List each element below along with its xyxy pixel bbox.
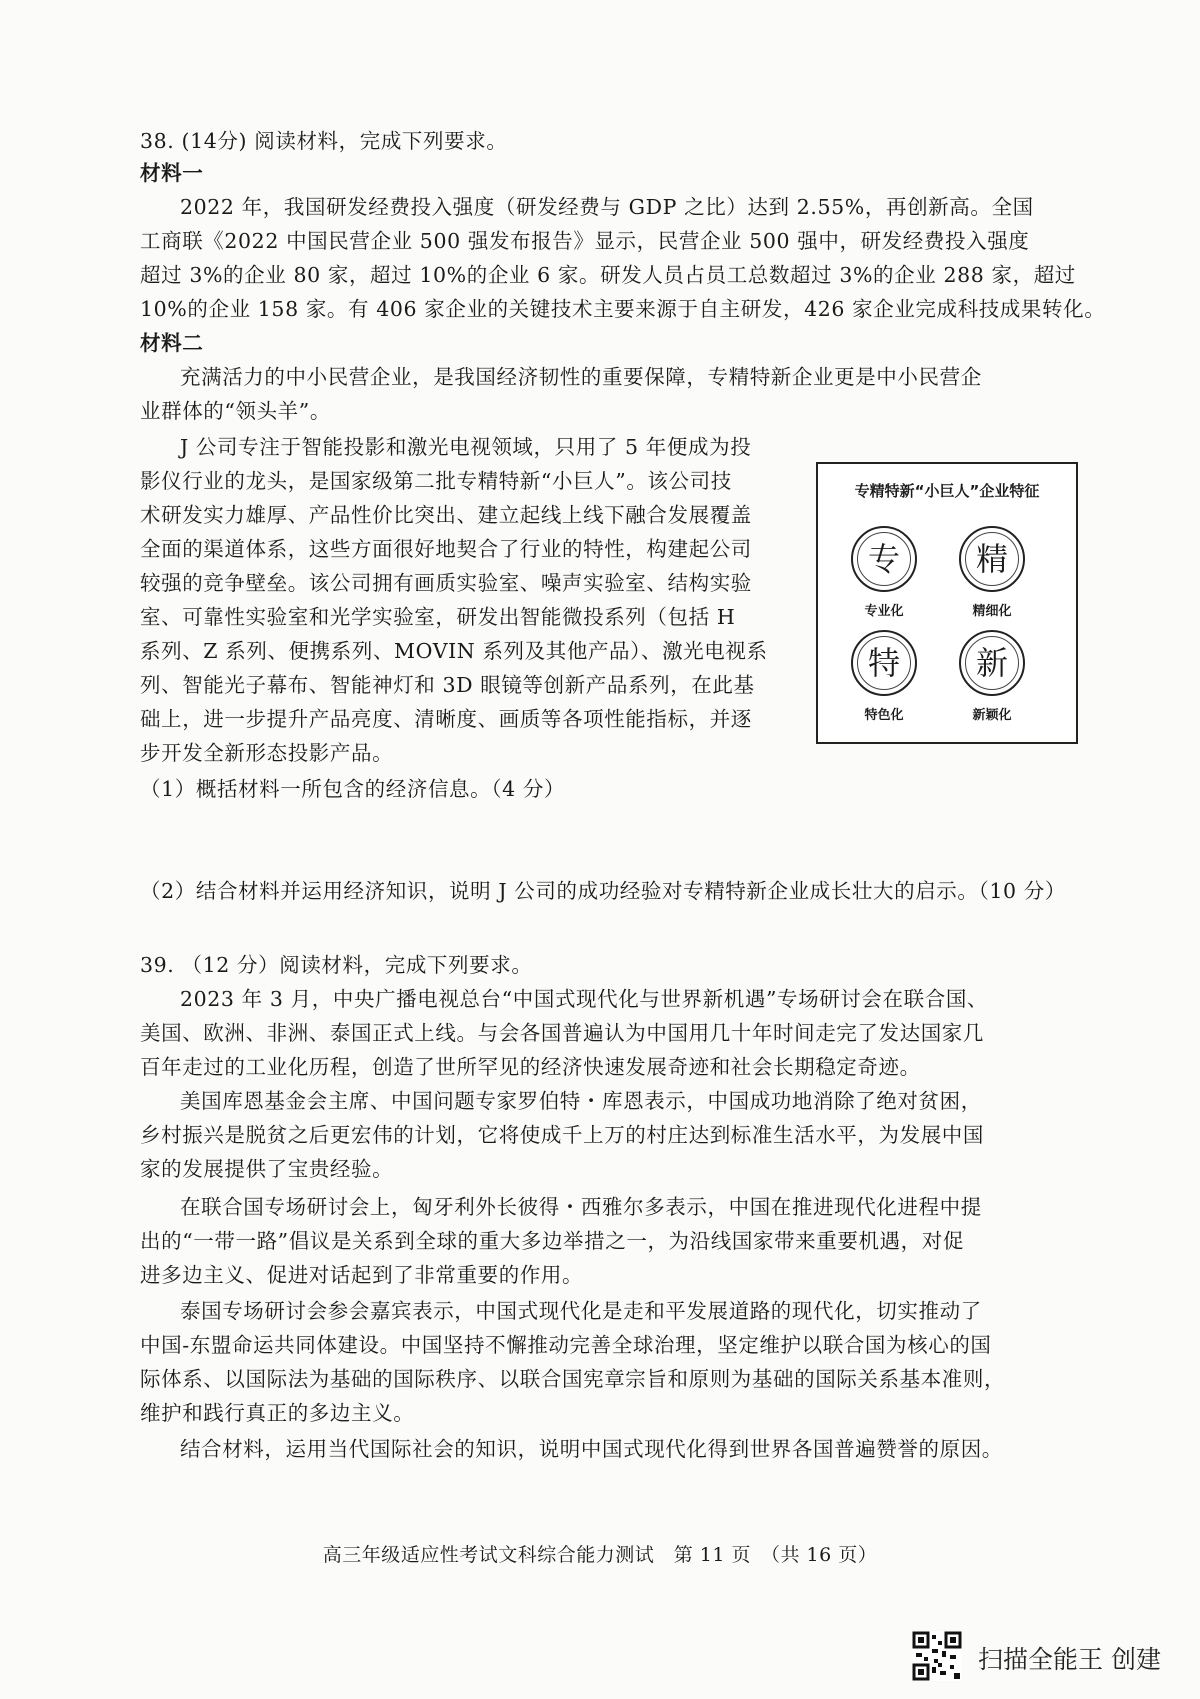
j-company-line: 步开发全新形态投影产品。: [140, 741, 394, 765]
q39-line: 美国库恩基金会主席、中国问题专家罗伯特・库恩表示，中国成功地消除了绝对贫困，: [180, 1089, 982, 1113]
q39-question: 结合材料，运用当代国际社会的知识，说明中国式现代化得到世界各国普遍赞誉的原因。: [180, 1437, 1003, 1461]
q39-line: 出的“一带一路”倡议是关系到全球的重大多边举措之一，为沿线国家带来重要机遇，对促: [140, 1229, 964, 1253]
q38-header: 38. (14分) 阅读材料，完成下列要求。: [140, 129, 508, 153]
j-company-line: 较强的竞争壁垒。该公司拥有画质实验室、噪声实验室、结构实验: [140, 571, 752, 595]
j-company-line: 列、智能光子幕布、智能神灯和 3D 眼镜等创新产品系列，在此基: [140, 673, 755, 697]
te-circle-icon: 特: [851, 630, 917, 696]
material-1-line: 2022 年，我国研发经费投入强度（研发经费与 GDP 之比）达到 2.55%，再创新高。全国: [180, 195, 1034, 219]
j-company-line: 术研发实力雄厚、产品性价比突出、建立起线上线下融合发展覆盖: [140, 503, 752, 527]
j-company-line: 础上，进一步提升产品亮度、清晰度、画质等各项性能指标，并逐: [140, 707, 752, 731]
material-1-line: 10%的企业 158 家。有 406 家企业的关键技术主要来源于自主研发，426 家企业完成科技成果转化。: [140, 297, 1106, 321]
j-company-line: 室、可靠性实验室和光学实验室，研发出智能微投系列（包括 H: [140, 605, 736, 629]
q39-line: 进多边主义、促进对话起到了非常重要的作用。: [140, 1263, 584, 1287]
q39-line: 美国、欧洲、非洲、泰国正式上线。与会各国普遍认为中国用几十年时间走完了发达国家几: [140, 1021, 984, 1045]
xin-circle-icon: 新: [959, 630, 1025, 696]
q39-header: 39. （12 分）阅读材料，完成下列要求。: [140, 953, 533, 977]
q39-line: 际体系、以国际法为基础的国际秩序、以联合国宪章宗旨和原则为基础的国际关系基本准则，: [140, 1367, 1006, 1391]
qr-code-icon: [912, 1631, 962, 1681]
q39-line: 泰国专场研讨会参会嘉宾表示，中国式现代化是走和平发展道路的现代化，切实推动了: [180, 1299, 982, 1323]
material-2-line: 充满活力的中小民营企业，是我国经济韧性的重要保障，专精特新企业更是中小民营企: [180, 365, 982, 389]
scanner-watermark: 扫描全能王 创建: [978, 1645, 1161, 1674]
question-38-2: （2）结合材料并运用经济知识，说明 J 公司的成功经验对专精特新企业成长壮大的启示。（10 分）: [140, 879, 1066, 903]
q39-line: 维护和践行真正的多边主义。: [140, 1401, 415, 1425]
q39-line: 2023 年 3 月，中央广播电视总台“中国式现代化与世界新机遇”专场研讨会在联合国、: [180, 987, 989, 1011]
material-2-title: 材料二: [140, 331, 204, 355]
j-company-line: 全面的渠道体系，这些方面很好地契合了行业的特性，构建起公司: [140, 537, 752, 561]
feature-box-title: 专精特新“小巨人”企业特征: [854, 482, 1040, 500]
q39-line: 百年走过的工业化历程，创造了世所罕见的经济快速发展奇迹和社会长期稳定奇迹。: [140, 1055, 921, 1079]
feature-label: 精细化: [972, 604, 1012, 619]
j-company-line: J 公司专注于智能投影和激光电视领域，只用了 5 年便成为投: [180, 435, 752, 459]
q39-line: 家的发展提供了宝贵经验。: [140, 1157, 394, 1181]
page-footer: 高三年级适应性考试文科综合能力测试 第 11 页 （共 16 页）: [322, 1544, 878, 1566]
material-1-title: 材料一: [140, 161, 204, 185]
j-company-line: 系列、Z 系列、便携系列、MOVIN 系列及其他产品）、激光电视系: [140, 639, 768, 663]
jing-circle-icon: 精: [959, 526, 1025, 592]
j-company-line: 影仪行业的龙头，是国家级第二批专精特新“小巨人”。该公司技: [140, 469, 732, 493]
zhuan-circle-icon: 专: [851, 526, 917, 592]
feature-label: 专业化: [864, 604, 904, 619]
q39-line: 中国-东盟命运共同体建设。中国坚持不懈推动完善全球治理，坚定维护以联合国为核心的国: [140, 1333, 992, 1357]
material-1-line: 超过 3%的企业 80 家，超过 10%的企业 6 家。研发人员占员工总数超过 3%的企业 288 家，超过: [140, 263, 1076, 287]
q39-line: 乡村振兴是脱贫之后更宏伟的计划，它将使成千上万的村庄达到标准生活水平，为发展中国: [140, 1123, 984, 1147]
feature-label: 新颖化: [972, 708, 1012, 723]
material-2-line: 业群体的“领头羊”。: [140, 399, 331, 423]
feature-label: 特色化: [864, 708, 904, 723]
q39-line: 在联合国专场研讨会上，匈牙利外长彼得・西雅尔多表示，中国在推进现代化进程中提: [180, 1195, 982, 1219]
material-1-line: 工商联《2022 中国民营企业 500 强发布报告》显示，民营企业 500 强中，研发经费投入强度: [140, 229, 1030, 253]
question-38-1: （1）概括材料一所包含的经济信息。（4 分）: [140, 777, 566, 801]
feature-box: [816, 462, 1078, 744]
